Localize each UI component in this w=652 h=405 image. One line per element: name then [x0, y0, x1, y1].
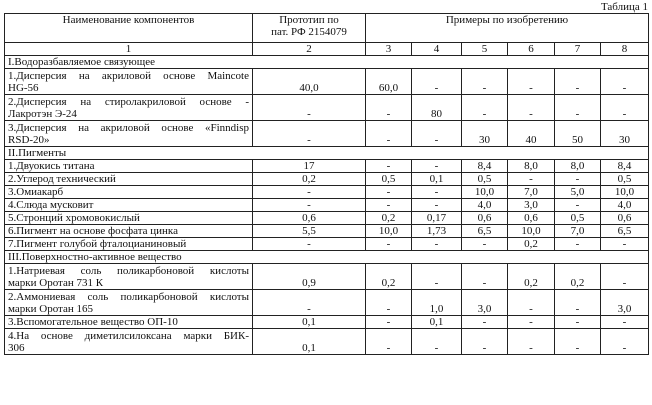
value-cell: 0,5 [366, 173, 412, 186]
value-cell: - [412, 264, 462, 290]
value-cell: - [555, 316, 601, 329]
value-cell: - [508, 95, 555, 121]
table-caption: Таблица 1 [600, 1, 648, 13]
component-name-line2: RSD-20» [8, 133, 50, 146]
component-name [5, 69, 253, 95]
table-row [5, 329, 649, 355]
section-title: II.Пигменты [5, 147, 649, 160]
value-cell: 0,1 [412, 316, 462, 329]
header-row [5, 14, 649, 43]
value-cell: - [366, 160, 412, 173]
value-cell: 0,2 [366, 212, 412, 225]
value-cell: - [412, 69, 462, 95]
table-row [5, 225, 649, 238]
column-number: 3 [366, 43, 412, 56]
column-number: 6 [508, 43, 555, 56]
table-row [5, 212, 649, 225]
value-cell: 4,0 [601, 199, 649, 212]
value-cell: - [412, 186, 462, 199]
table-row [5, 199, 649, 212]
value-cell: 0,6 [253, 212, 366, 225]
value-cell: - [462, 316, 508, 329]
value-cell: 80 [412, 95, 462, 121]
table-row [5, 316, 649, 329]
header-examples-column: Примеры по изобретению [366, 14, 649, 43]
component-name-line2: 306 [8, 341, 25, 354]
component-name [5, 121, 253, 147]
value-cell: 7,0 [555, 225, 601, 238]
component-name-line2: марки Оротан 165 [8, 302, 94, 315]
value-cell: - [508, 173, 555, 186]
value-cell: 3,0 [601, 290, 649, 316]
value-cell: - [253, 186, 366, 199]
value-cell: - [555, 238, 601, 251]
value-cell: 7,0 [508, 186, 555, 199]
value-cell: 0,5 [462, 173, 508, 186]
component-name: 5.Стронций хромовокислый [5, 212, 253, 225]
value-cell: - [601, 69, 649, 95]
column-number-row [5, 43, 649, 56]
value-cell: 10,0 [601, 186, 649, 199]
section-row [5, 251, 649, 264]
column-number: 2 [253, 43, 366, 56]
value-cell: - [412, 329, 462, 355]
component-name-line1: 2.Дисперсия на стиролакриловой основе - [8, 95, 249, 108]
component-name-line1: 1.Дисперсия на акриловой основе Maincote [8, 69, 249, 82]
value-cell: 0,5 [555, 212, 601, 225]
value-cell: 10,0 [366, 225, 412, 238]
component-name: 4.Слюда мусковит [5, 199, 253, 212]
value-cell: 0,1 [253, 316, 366, 329]
value-cell: - [366, 290, 412, 316]
value-cell: 8,4 [601, 160, 649, 173]
section-row [5, 147, 649, 160]
table-row [5, 264, 649, 290]
component-name-line2: марки Оротан 731 К [8, 276, 104, 289]
value-cell: 0,2 [508, 238, 555, 251]
column-number: 1 [5, 43, 253, 56]
table-row [5, 69, 649, 95]
header-prototype-line2: пат. РФ 2154079 [271, 26, 347, 38]
value-cell: 0,2 [253, 173, 366, 186]
section-row [5, 56, 649, 69]
component-name-line1: 4.На основе диметилсилоксана марки БИК- [8, 329, 249, 342]
value-cell: 8,0 [508, 160, 555, 173]
table-row [5, 160, 649, 173]
value-cell: 8,4 [462, 160, 508, 173]
value-cell: - [601, 95, 649, 121]
value-cell: - [555, 290, 601, 316]
value-cell: 3,0 [508, 199, 555, 212]
value-cell: - [366, 121, 412, 147]
value-cell: - [412, 160, 462, 173]
value-cell: - [508, 290, 555, 316]
value-cell: - [366, 316, 412, 329]
header-prototype-line1: Прототип по [279, 14, 339, 26]
value-cell: 30 [462, 121, 508, 147]
value-cell: 10,0 [508, 225, 555, 238]
component-name-line1: 1.Натриевая соль поликарбоновой кислоты [8, 264, 249, 277]
value-cell: - [366, 95, 412, 121]
value-cell: - [601, 264, 649, 290]
table-row [5, 186, 649, 199]
value-cell: 1,0 [412, 290, 462, 316]
section-title: I.Водоразбавляемое связующее [5, 56, 649, 69]
value-cell: 0,2 [508, 264, 555, 290]
value-cell: - [253, 199, 366, 212]
value-cell: - [601, 316, 649, 329]
value-cell: - [508, 329, 555, 355]
value-cell: 0,1 [412, 173, 462, 186]
value-cell: 10,0 [462, 186, 508, 199]
value-cell: - [253, 238, 366, 251]
value-cell: 0,2 [555, 264, 601, 290]
value-cell: - [601, 329, 649, 355]
value-cell: 0,6 [462, 212, 508, 225]
value-cell: - [462, 95, 508, 121]
component-name [5, 290, 253, 316]
value-cell: - [555, 329, 601, 355]
components-table [4, 13, 649, 355]
value-cell: - [555, 69, 601, 95]
component-name: 3.Вспомогательное вещество ОП-10 [5, 316, 253, 329]
value-cell: 50 [555, 121, 601, 147]
table-row [5, 95, 649, 121]
value-cell: - [366, 238, 412, 251]
value-cell: 5,0 [555, 186, 601, 199]
value-cell: 30 [601, 121, 649, 147]
value-cell: - [366, 186, 412, 199]
value-cell: - [366, 329, 412, 355]
component-name: 7.Пигмент голубой фталоцианиновый [5, 238, 253, 251]
value-cell: - [253, 121, 366, 147]
value-cell: - [462, 238, 508, 251]
value-cell: - [412, 238, 462, 251]
value-cell: - [366, 199, 412, 212]
value-cell: - [462, 264, 508, 290]
component-name: 1.Двуокись титана [5, 160, 253, 173]
value-cell: - [412, 121, 462, 147]
value-cell: - [555, 95, 601, 121]
value-cell: - [462, 69, 508, 95]
table-row [5, 290, 649, 316]
component-name [5, 95, 253, 121]
value-cell: 60,0 [366, 69, 412, 95]
column-number: 5 [462, 43, 508, 56]
value-cell: 8,0 [555, 160, 601, 173]
table-row [5, 238, 649, 251]
value-cell: - [253, 95, 366, 121]
value-cell: 6,5 [601, 225, 649, 238]
header-prototype-column [253, 14, 366, 43]
component-name: 3.Омиакарб [5, 186, 253, 199]
value-cell: 6,5 [462, 225, 508, 238]
value-cell: 4,0 [462, 199, 508, 212]
header-name-column: Наименование компонентов [5, 14, 253, 43]
column-number: 8 [601, 43, 649, 56]
value-cell: 40,0 [253, 69, 366, 95]
value-cell: - [508, 69, 555, 95]
component-name [5, 329, 253, 355]
value-cell: 40 [508, 121, 555, 147]
value-cell: - [253, 290, 366, 316]
column-number: 7 [555, 43, 601, 56]
value-cell: 0,6 [601, 212, 649, 225]
table-row [5, 173, 649, 186]
value-cell: - [412, 199, 462, 212]
column-number: 4 [412, 43, 462, 56]
value-cell: 1,73 [412, 225, 462, 238]
value-cell: 0,6 [508, 212, 555, 225]
value-cell: - [555, 199, 601, 212]
value-cell: - [508, 316, 555, 329]
value-cell: 5,5 [253, 225, 366, 238]
component-name-line1: 3.Дисперсия на акриловой основе «Finndisp [8, 121, 249, 134]
table-row [5, 121, 649, 147]
section-title: III.Поверхностно-активное вещество [5, 251, 649, 264]
value-cell: 0,2 [366, 264, 412, 290]
component-name: 6.Пигмент на основе фосфата цинка [5, 225, 253, 238]
value-cell: 0,17 [412, 212, 462, 225]
component-name-line2: Лакротэн Э-24 [8, 107, 77, 120]
value-cell: - [601, 238, 649, 251]
component-name [5, 264, 253, 290]
component-name-line2: HG-56 [8, 81, 39, 94]
value-cell: 0,1 [253, 329, 366, 355]
component-name: 2.Углерод технический [5, 173, 253, 186]
value-cell: 17 [253, 160, 366, 173]
value-cell: 3,0 [462, 290, 508, 316]
component-name-line1: 2.Аммониевая соль поликарбоновой кислоты [8, 290, 249, 303]
value-cell: 0,9 [253, 264, 366, 290]
value-cell: 0,5 [601, 173, 649, 186]
value-cell: - [462, 329, 508, 355]
value-cell: - [555, 173, 601, 186]
